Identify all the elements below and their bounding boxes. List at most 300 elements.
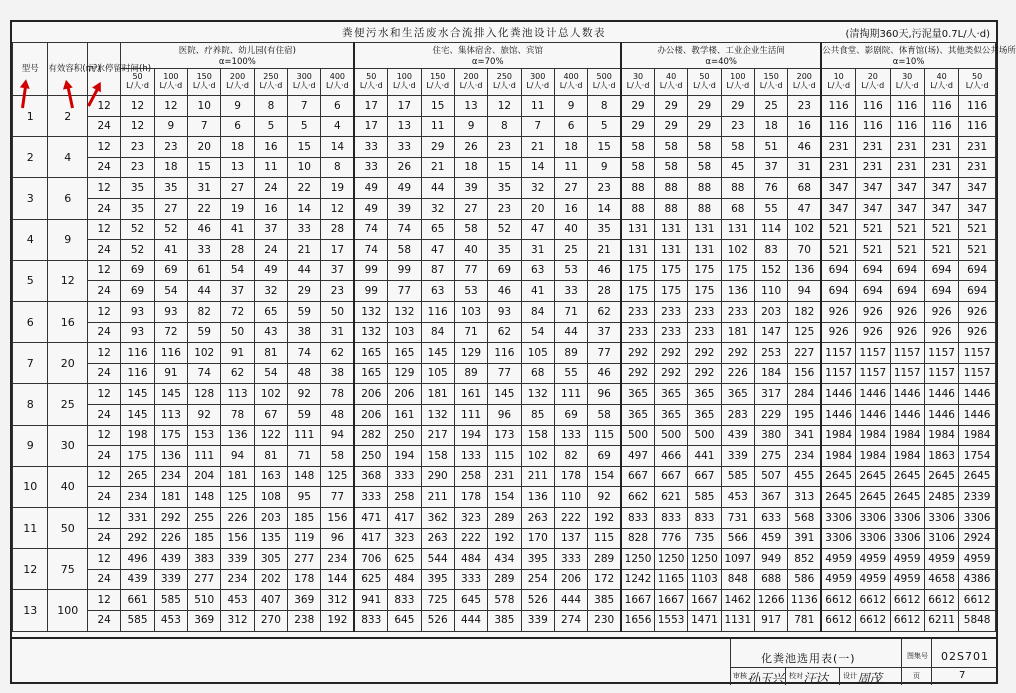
population-cell: 148 [188,487,221,508]
population-cell: 521 [821,240,855,261]
population-cell: 277 [288,549,321,570]
population-cell: 2924 [959,528,996,549]
population-cell: 6 [221,116,254,137]
population-cell: 6211 [924,610,958,631]
population-cell: 185 [188,528,221,549]
population-cell: 136 [721,281,754,302]
rate-header [856,69,890,96]
population-cell: 661 [121,590,154,611]
population-cell: 203 [254,507,287,528]
stay-time-cell: 24 [88,528,121,549]
population-cell: 4959 [890,569,924,590]
population-cell: 455 [788,466,821,487]
population-cell: 44 [188,281,221,302]
population-cell: 333 [454,569,487,590]
population-cell: 833 [354,610,387,631]
population-cell: 496 [121,549,154,570]
rate-unit: L/人·d [559,81,583,91]
population-cell: 46 [188,219,221,240]
population-cell: 234 [221,569,254,590]
stay-time-cell: 24 [88,199,121,220]
population-cell: 131 [654,240,687,261]
population-cell: 38 [288,322,321,343]
population-cell: 14 [321,137,354,158]
population-cell: 585 [121,610,154,631]
population-cell: 44 [421,178,454,199]
population-cell: 365 [654,405,687,426]
population-cell: 258 [454,466,487,487]
population-cell: 8 [254,96,287,117]
population-cell: 633 [754,507,787,528]
population-cell: 33 [188,240,221,261]
population-cell: 15 [188,157,221,178]
population-cell: 694 [856,260,890,281]
population-cell: 156 [788,363,821,384]
population-cell: 217 [421,425,454,446]
table-row [13,199,996,220]
population-cell: 63 [421,281,454,302]
population-cell: 128 [188,384,221,405]
population-cell: 1250 [621,549,654,570]
population-cell: 369 [288,590,321,611]
group-alpha: α=100% [218,57,256,68]
population-cell: 81 [254,343,287,364]
population-cell: 58 [654,157,687,178]
population-cell: 2645 [821,487,855,508]
population-cell: 1157 [890,363,924,384]
population-cell: 23 [121,137,154,158]
population-cell: 156 [221,528,254,549]
population-cell: 667 [621,466,654,487]
population-cell: 23 [488,199,521,220]
population-cell: 206 [554,569,587,590]
page-number: 7 [959,670,966,681]
population-cell: 96 [588,384,621,405]
population-cell: 621 [654,487,687,508]
population-cell: 58 [321,446,354,467]
population-cell: 11 [421,116,454,137]
population-cell: 48 [321,405,354,426]
population-cell: 17 [354,96,387,117]
rate-unit: L/人·d [226,81,249,91]
table-row [13,446,996,467]
rate-value: 200 [229,72,246,82]
population-cell: 250 [354,446,387,467]
table-row [13,281,996,302]
type-cell: 9 [13,425,48,466]
group-header [621,43,821,69]
population-cell: 62 [321,343,354,364]
atlas-number: 02S701 [941,650,989,663]
population-cell: 1984 [856,446,890,467]
population-cell: 231 [856,137,890,158]
check-signature: 汪达 [803,672,828,687]
population-cell: 49 [388,178,421,199]
population-cell: 40 [454,240,487,261]
population-cell: 292 [721,343,754,364]
population-cell: 96 [488,405,521,426]
stay-time-cell: 12 [88,302,121,323]
rate-value: 50 [366,72,377,82]
population-cell: 58 [588,405,621,426]
population-cell: 1446 [821,405,855,426]
population-cell: 3306 [959,507,996,528]
population-cell: 13 [221,157,254,178]
population-cell: 92 [588,487,621,508]
population-cell: 227 [788,343,821,364]
rate-unit: L/人·d [726,81,750,91]
population-cell: 292 [688,343,721,364]
population-cell: 68 [788,178,821,199]
rate-header [321,69,354,96]
population-cell: 290 [421,466,454,487]
population-cell: 33 [554,281,587,302]
population-cell: 365 [654,384,687,405]
population-cell: 206 [354,384,387,405]
stay-time-cell: 12 [88,384,121,405]
population-cell: 6612 [924,590,958,611]
rate-header [788,69,821,96]
rate-header [488,69,521,96]
population-cell: 29 [288,281,321,302]
population-cell: 231 [821,157,855,178]
population-cell: 48 [288,363,321,384]
population-cell: 4959 [959,549,996,570]
population-cell: 645 [454,590,487,611]
population-cell: 2645 [959,466,996,487]
population-cell: 58 [621,137,654,158]
population-cell: 365 [688,405,721,426]
population-cell: 116 [121,363,154,384]
population-cell: 521 [959,219,996,240]
population-cell: 182 [788,302,821,323]
population-cell: 133 [454,446,487,467]
population-cell: 439 [154,549,187,570]
population-cell: 147 [754,322,787,343]
population-cell: 69 [121,281,154,302]
population-cell: 119 [288,528,321,549]
population-cell: 16 [254,137,287,158]
population-cell: 233 [721,302,754,323]
population-cell: 10 [188,96,221,117]
population-cell: 54 [521,322,554,343]
population-cell: 131 [654,219,687,240]
population-cell: 453 [154,610,187,631]
table-row [13,240,996,261]
population-cell: 88 [654,178,687,199]
population-cell: 172 [588,569,621,590]
group-header [821,43,1016,69]
population-cell: 33 [388,137,421,158]
population-cell: 1157 [856,343,890,364]
population-cell: 9 [221,96,254,117]
population-cell: 203 [754,302,787,323]
table-row [13,487,996,508]
table-row [13,96,996,117]
table-row [13,569,996,590]
population-cell: 231 [959,137,996,158]
rate-header [254,69,287,96]
population-cell: 231 [890,137,924,158]
population-cell: 444 [554,590,587,611]
population-cell: 87 [421,260,454,281]
column-header-stay-time: 污水停留时间(h) [88,43,121,96]
check-label: 校对 [789,672,803,680]
type-cell: 1 [13,96,48,137]
population-cell: 103 [454,302,487,323]
rate-value: 200 [796,72,812,82]
population-cell: 77 [454,260,487,281]
rate-header [959,69,996,96]
rate-value: 500 [596,72,612,82]
group-header [121,43,354,69]
table-row [13,260,996,281]
rate-unit: L/人·d [292,81,316,91]
rate-header [721,69,754,96]
population-cell: 521 [821,219,855,240]
population-cell: 28 [588,281,621,302]
rate-unit: L/人·d [592,81,616,91]
group-name: 办公楼、教学楼、工业企业生活间 [657,46,785,56]
rate-value: 30 [632,72,644,82]
population-cell: 70 [788,240,821,261]
population-cell: 1136 [788,590,821,611]
group-alpha: α=40% [705,57,737,68]
population-cell: 28 [221,240,254,261]
population-cell: 50 [221,322,254,343]
population-cell: 145 [488,384,521,405]
stay-time-cell: 12 [88,219,121,240]
type-cell: 5 [13,260,48,301]
population-cell: 2645 [924,466,958,487]
population-cell: 89 [454,363,487,384]
population-cell: 94 [221,446,254,467]
rate-value: 300 [296,72,312,82]
population-cell: 35 [488,178,521,199]
population-cell: 194 [388,446,421,467]
population-cell: 5848 [959,610,996,631]
population-cell: 102 [788,219,821,240]
population-cell: 341 [788,425,821,446]
rate-value: 10 [833,72,844,82]
rate-unit: L/人·d [259,81,283,91]
population-cell: 4959 [821,549,855,570]
rate-header [588,69,621,96]
population-cell: 1242 [621,569,654,590]
population-cell: 163 [254,466,287,487]
population-cell: 145 [421,343,454,364]
population-cell: 114 [754,219,787,240]
population-cell: 234 [321,549,354,570]
population-cell: 323 [454,507,487,528]
group-name: 住宅、集体宿舍、旅馆、宾馆 [432,46,543,56]
population-cell: 161 [454,384,487,405]
population-cell: 165 [354,363,387,384]
population-cell: 49 [354,199,387,220]
population-cell: 14 [521,157,554,178]
population-cell: 231 [890,157,924,178]
population-cell: 23 [321,281,354,302]
population-cell: 347 [959,199,996,220]
population-cell: 137 [554,528,587,549]
population-cell: 292 [688,363,721,384]
population-cell: 500 [688,425,721,446]
population-cell: 828 [621,528,654,549]
population-cell: 131 [721,219,754,240]
population-cell: 62 [588,302,621,323]
population-cell: 1157 [924,363,958,384]
population-cell: 694 [821,281,855,302]
population-cell: 175 [688,260,721,281]
population-cell: 407 [254,590,287,611]
population-cell: 254 [521,569,554,590]
population-cell: 347 [821,199,855,220]
population-cell: 145 [121,384,154,405]
population-cell: 333 [354,487,387,508]
population-cell: 16 [254,199,287,220]
stay-time-cell: 24 [88,569,121,590]
population-cell: 125 [221,487,254,508]
rate-unit: L/人·d [392,81,416,91]
population-cell: 26 [454,137,487,158]
title-block-divider [839,667,840,685]
volume-cell: 6 [48,178,88,219]
rate-header [754,69,787,96]
population-cell: 92 [288,384,321,405]
population-cell: 305 [254,549,287,570]
population-cell: 368 [354,466,387,487]
population-cell: 1462 [721,590,754,611]
population-cell: 131 [688,240,721,261]
population-cell: 1984 [890,425,924,446]
population-cell: 6 [321,96,354,117]
population-cell: 231 [924,157,958,178]
population-cell: 12 [121,116,154,137]
population-cell: 136 [788,260,821,281]
population-cell: 453 [721,487,754,508]
population-cell: 116 [121,343,154,364]
population-cell: 439 [121,569,154,590]
stay-time-cell: 24 [88,610,121,631]
population-cell: 347 [924,199,958,220]
rate-unit: L/人·d [895,81,919,91]
population-cell: 132 [354,302,387,323]
population-cell: 1667 [688,590,721,611]
population-cell: 44 [288,260,321,281]
rate-header [688,69,721,96]
type-cell: 10 [13,466,48,507]
population-cell: 926 [856,322,890,343]
type-cell: 4 [13,219,48,260]
population-cell: 253 [754,343,787,364]
population-cell: 8 [321,157,354,178]
population-cell: 52 [488,219,521,240]
population-cell: 694 [890,260,924,281]
population-cell: 471 [354,507,387,528]
population-cell: 8 [488,116,521,137]
population-cell: 95 [288,487,321,508]
population-cell: 153 [188,425,221,446]
population-cell: 94 [788,281,821,302]
rate-unit: L/人·d [626,81,650,91]
population-cell: 1157 [890,343,924,364]
population-cell: 833 [621,507,654,528]
population-cell: 113 [154,405,187,426]
population-cell: 2645 [856,466,890,487]
rate-header [154,69,187,96]
population-cell: 521 [890,219,924,240]
population-cell: 347 [890,178,924,199]
rate-value: 250 [263,72,279,82]
population-cell: 339 [154,569,187,590]
population-cell: 37 [321,260,354,281]
population-cell: 29 [721,96,754,117]
population-cell: 72 [154,322,187,343]
population-cell: 233 [654,322,687,343]
population-cell: 43 [254,322,287,343]
population-cell: 12 [321,199,354,220]
population-cell: 2645 [821,466,855,487]
population-cell: 110 [554,487,587,508]
population-cell: 507 [754,466,787,487]
population-cell: 1446 [924,384,958,405]
population-cell: 833 [388,590,421,611]
population-cell: 395 [421,569,454,590]
population-cell: 275 [754,446,787,467]
group-alpha: α=10% [892,57,925,68]
rate-unit: L/人·d [861,81,885,91]
population-cell: 1103 [688,569,721,590]
population-cell: 1446 [890,405,924,426]
population-cell: 47 [521,219,554,240]
population-cell: 8 [588,96,621,117]
population-cell: 19 [221,199,254,220]
stay-time-cell: 24 [88,446,121,467]
population-cell: 35 [588,219,621,240]
volume-cell: 20 [48,343,88,384]
population-cell: 165 [354,343,387,364]
population-cell: 333 [554,549,587,570]
rate-value: 400 [563,72,579,82]
population-cell: 91 [221,343,254,364]
population-cell: 161 [388,405,421,426]
population-cell: 52 [121,240,154,261]
population-cell: 265 [121,466,154,487]
population-cell: 116 [959,116,996,137]
population-cell: 23 [488,137,521,158]
population-cell: 71 [288,446,321,467]
population-cell: 55 [754,199,787,220]
group-name: 公共食堂、影剧院、体育馆(场)、其他类似公共场所 [822,46,1016,56]
table-row [13,425,996,446]
population-cell: 1446 [959,384,996,405]
population-cell: 283 [721,405,754,426]
population-cell: 282 [354,425,387,446]
population-cell: 848 [721,569,754,590]
population-cell: 688 [754,569,787,590]
population-cell: 55 [554,363,587,384]
population-cell: 68 [721,199,754,220]
review-signature: 孙玉兴 [747,672,784,687]
population-cell: 131 [621,240,654,261]
column-header-type: 型号 [13,43,48,96]
population-cell: 365 [721,384,754,405]
population-cell: 833 [688,507,721,528]
population-cell: 12 [488,96,521,117]
population-cell: 29 [688,96,721,117]
population-cell: 23 [121,157,154,178]
population-cell: 29 [421,137,454,158]
